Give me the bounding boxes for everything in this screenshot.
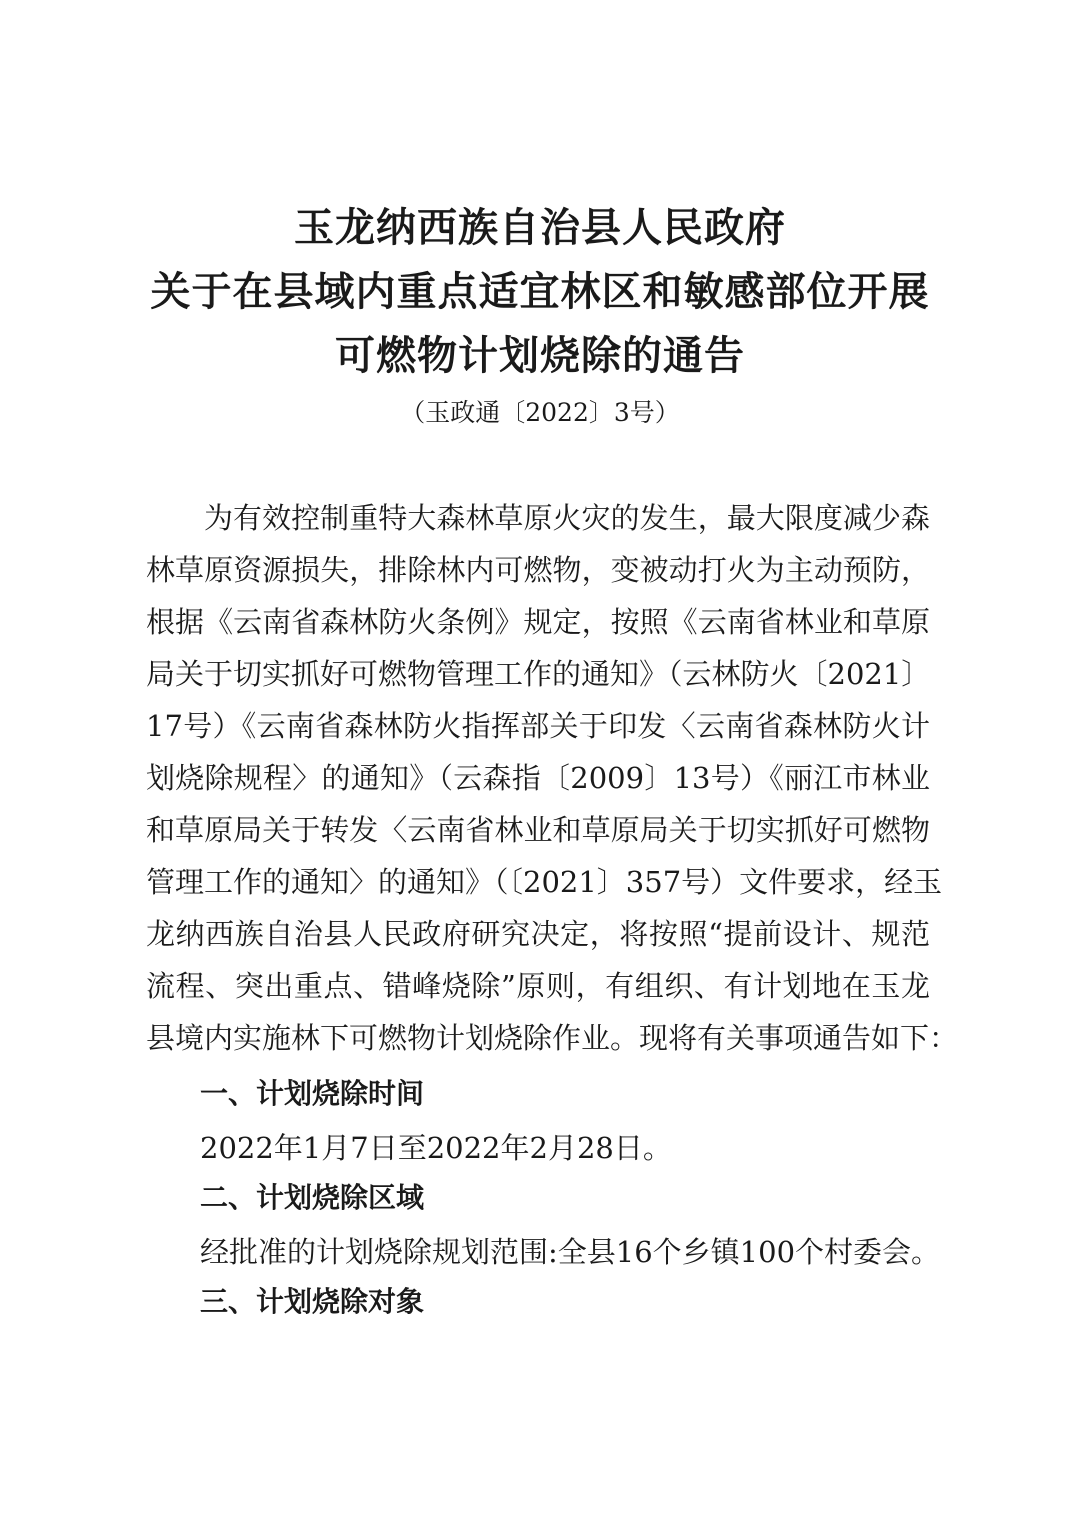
intro-line-3: 根据《云南省森林防火条例》规定，按照《云南省林业和草原 — [146, 605, 930, 639]
intro-line-2: 林草原资源损失，排除林内可燃物，变被动打火为主动预防， — [146, 553, 930, 587]
intro-line-11: 县境内实施林下可燃物计划烧除作业。现将有关事项通告如下： — [146, 1021, 959, 1055]
intro-line-5: 17号）《云南省森林防火指挥部关于印发〈云南省森林防火计 — [146, 709, 930, 743]
section-text-time: 2022年1月7日至2022年2月28日。 — [200, 1131, 672, 1165]
document-number: （玉政通〔2022〕3号） — [400, 398, 680, 427]
section-heading-area: 二、计划烧除区域 — [200, 1181, 425, 1214]
section-heading-target: 三、计划烧除对象 — [200, 1285, 425, 1318]
intro-line-1: 为有效控制重特大森林草原火灾的发生，最大限度减少森 — [204, 501, 930, 535]
intro-line-6: 划烧除规程〉的通知》（云森指〔2009〕13号）《丽江市林业 — [146, 761, 930, 795]
document-title — [0, 196, 1080, 388]
intro-line-7: 和草原局关于转发〈云南省林业和草原局关于切实抓好可燃物 — [146, 813, 930, 847]
title-line-3: 可燃物计划烧除的通告 — [335, 332, 745, 379]
section-heading-time: 一、计划烧除时间 — [200, 1077, 425, 1110]
intro-line-4: 局关于切实抓好可燃物管理工作的通知》（云林防火〔2021〕 — [146, 657, 931, 691]
intro-line-9: 龙纳西族自治县人民政府研究决定，将按照“提前设计、规范 — [146, 917, 930, 951]
title-line-1: 玉龙纳西族自治县人民政府 — [294, 204, 786, 251]
title-line-2: 关于在县域内重点适宜林区和敏感部位开展 — [150, 268, 930, 315]
section-text-area: 经批准的计划烧除规划范围:全县16个乡镇100个村委会。 — [200, 1235, 941, 1269]
intro-line-10: 流程、突出重点、错峰烧除”原则，有组织、有计划地在玉龙 — [146, 969, 930, 1003]
intro-line-8: 管理工作的通知〉的通知》（〔2021〕357号）文件要求，经玉 — [146, 865, 943, 899]
